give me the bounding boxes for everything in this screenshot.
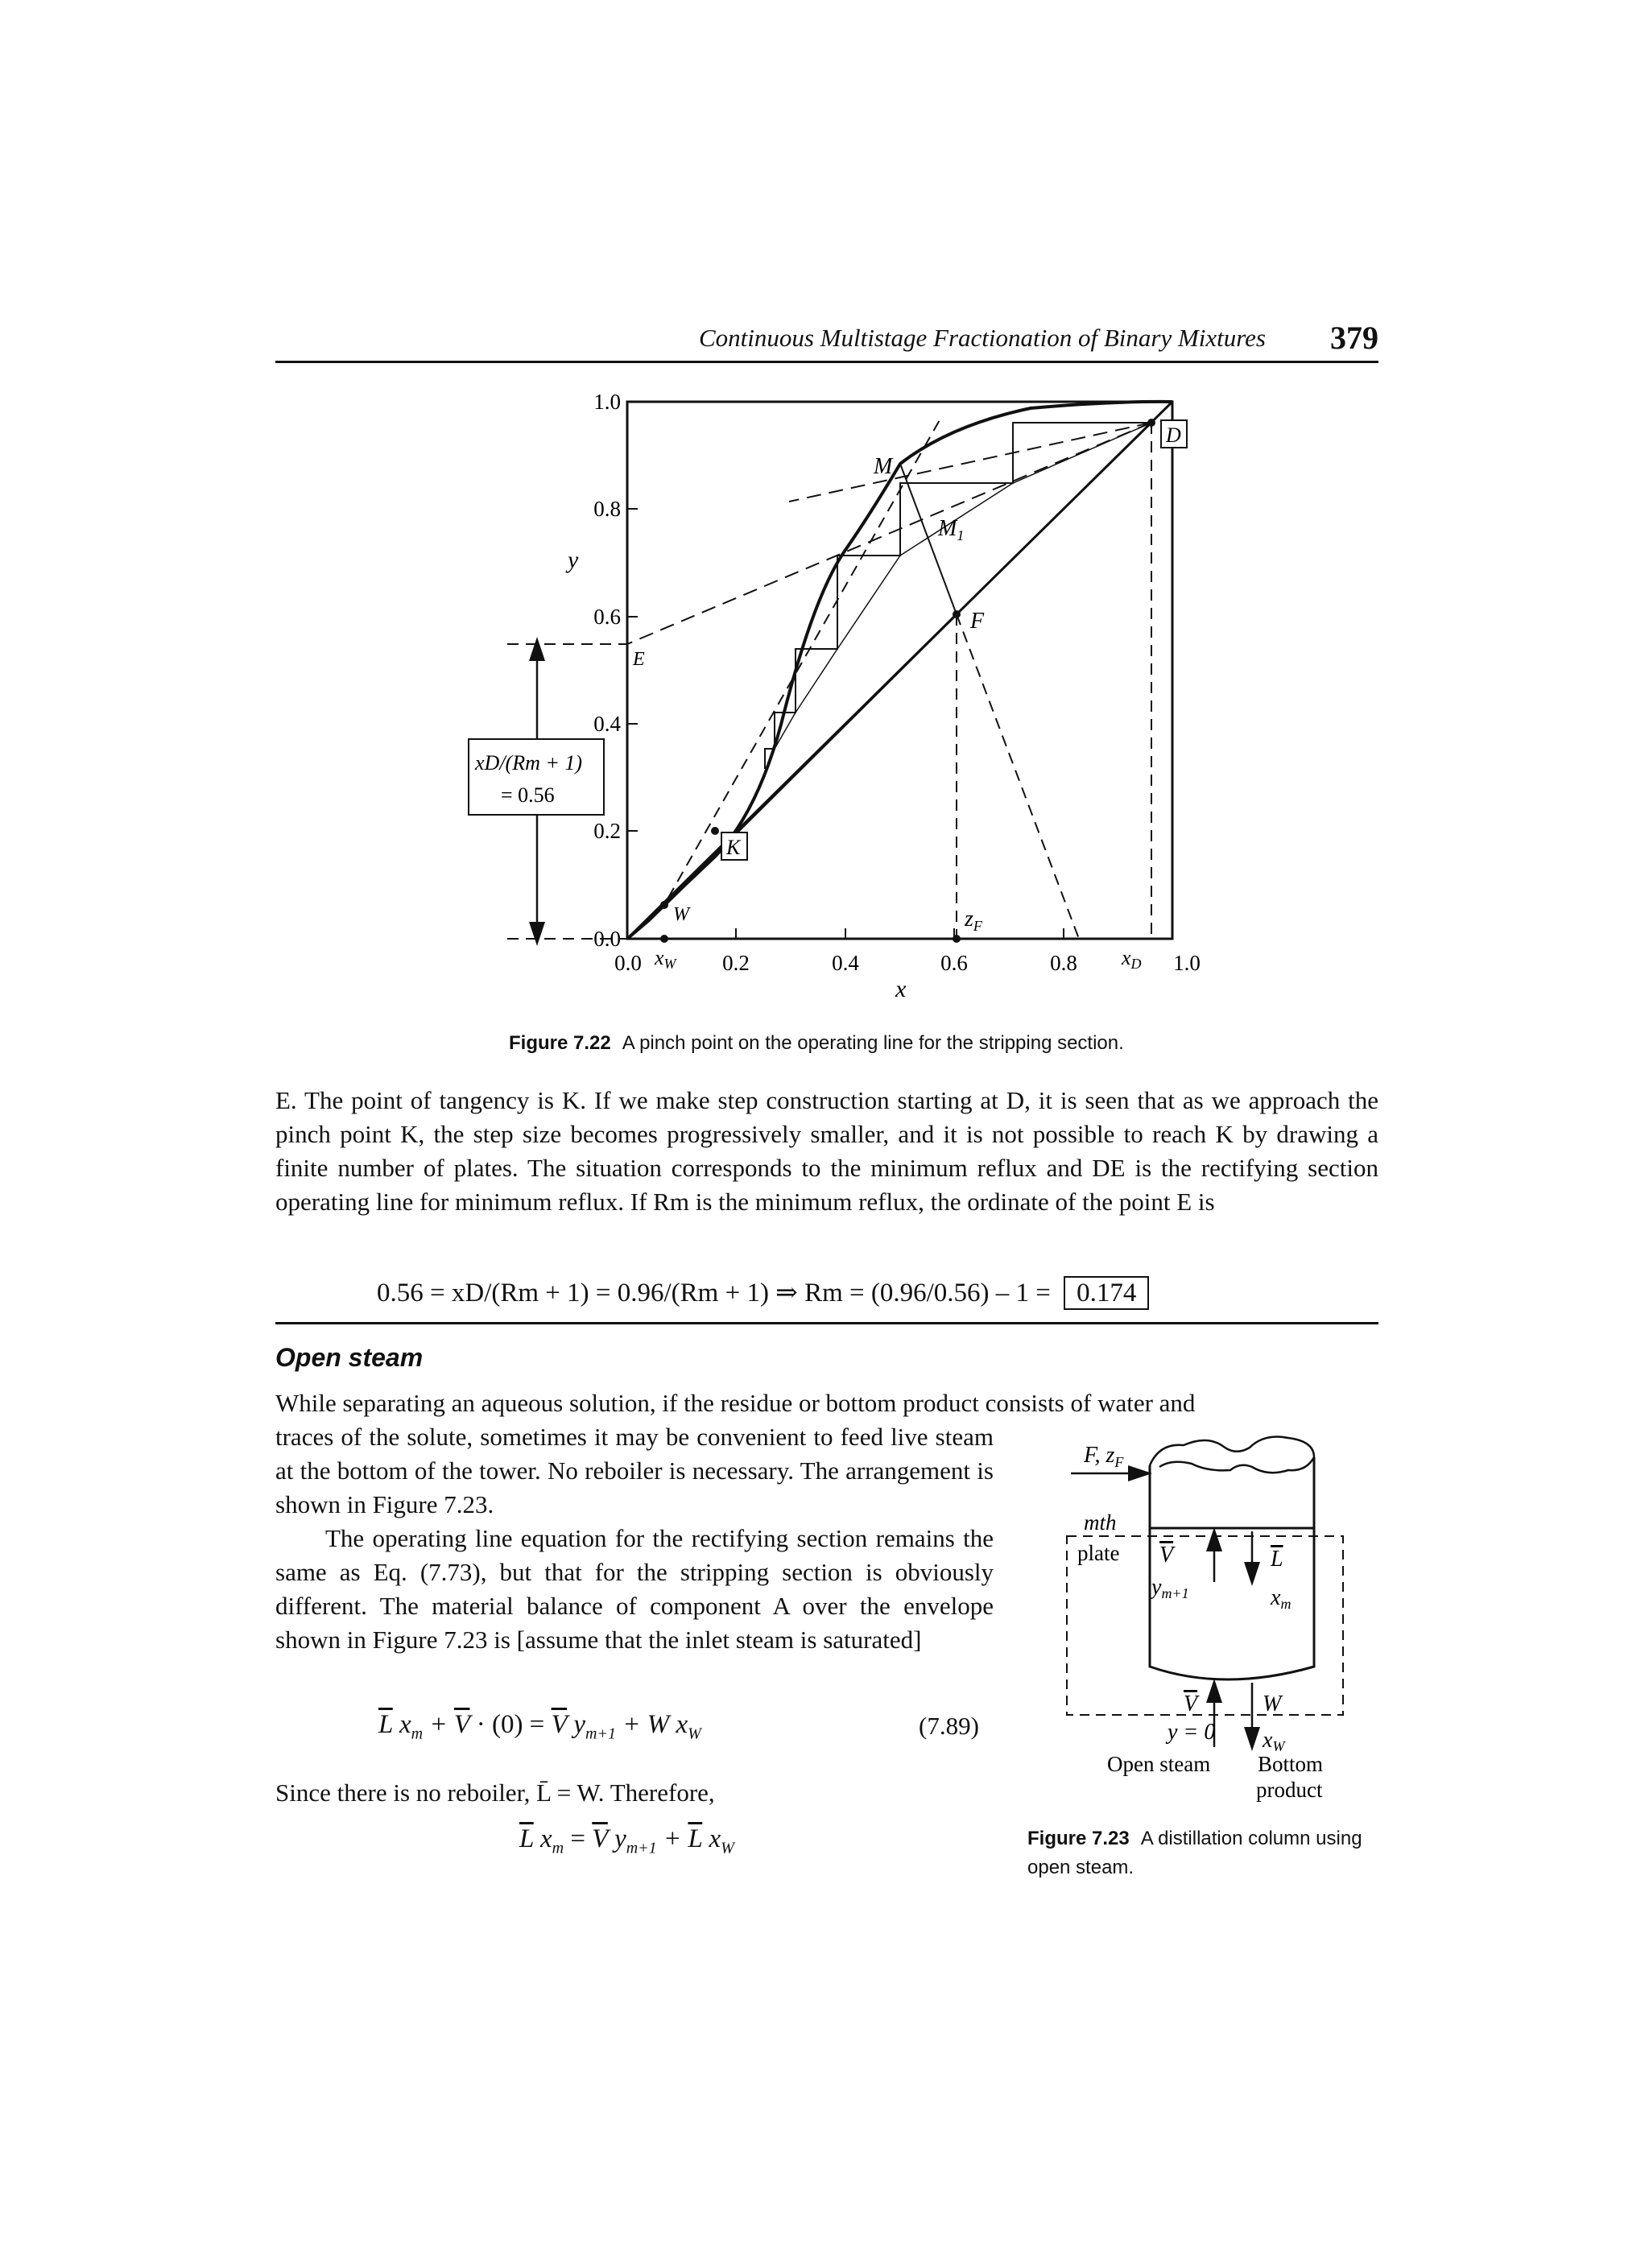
y-tick: 0.6 bbox=[593, 605, 621, 629]
point-xw bbox=[660, 935, 668, 943]
annotation-line-1: xD/(Rm + 1) bbox=[475, 751, 583, 775]
point-zf bbox=[953, 935, 961, 943]
label-w: W bbox=[673, 904, 689, 925]
x-tick: 0.2 bbox=[722, 951, 750, 975]
dm-line bbox=[789, 423, 1151, 502]
paragraph-1: E. The point of tangency is K. If we make step construction starting at D, it is seen that as we approach the pinch point K, the step size becomes progressively smaller, and it is not possible to reach K by drawing a finite number of plates. The situation corresponds to the minimum reflux and DE is the rectifying section operating line for minimum reflux. If Rm is the minimum reflux, the ordinate of the point E is bbox=[275, 1086, 1378, 1216]
label-zf: $z_F$ bbox=[965, 907, 982, 934]
x-tick: 0.4 bbox=[832, 951, 859, 975]
point-k bbox=[711, 827, 719, 835]
label-f: F bbox=[970, 609, 985, 634]
open-steam-label: Open steam bbox=[1107, 1752, 1211, 1776]
section-heading: Open steam bbox=[275, 1343, 424, 1372]
label-m1: $M_1$ bbox=[938, 516, 965, 543]
w-label: W bbox=[1263, 1692, 1282, 1716]
paragraph-3: The operating line equation for the rectifying section remains the same as Eq. (7.73), but that for the stripping section is obviously different. The material balance of component A over the envelope shown in Figure 7.23 is [assume that the inlet steam is saturated] bbox=[275, 1524, 994, 1654]
xw-tick: xW bbox=[655, 946, 676, 972]
caption-text: A pinch point on the operating line for the stripping section. bbox=[622, 1032, 1124, 1054]
caption-label: Figure 7.23 bbox=[1027, 1828, 1130, 1849]
paragraph-2-first-line: While separating an aqueous solution, if the residue or bottom product consists of water and bbox=[275, 1389, 1196, 1417]
point-d bbox=[1147, 419, 1155, 427]
figure-7-23-diagram bbox=[1047, 1421, 1385, 1807]
running-header bbox=[275, 319, 1378, 363]
column-body bbox=[1150, 1457, 1314, 1679]
y-tick: 0.2 bbox=[593, 819, 621, 843]
label-e: E bbox=[633, 649, 645, 670]
label-k: K bbox=[726, 836, 741, 859]
page-number: 379 bbox=[1330, 320, 1378, 356]
v-steam-label: V bbox=[1184, 1692, 1198, 1716]
point-w bbox=[660, 901, 668, 909]
y-tick: 0.4 bbox=[593, 712, 621, 736]
step-diagonals bbox=[775, 423, 1151, 749]
mth-label: mth bbox=[1084, 1510, 1117, 1535]
x-tick: 0.6 bbox=[940, 951, 968, 975]
x-tick: 0.0 bbox=[614, 951, 642, 975]
y-tick: 0.8 bbox=[593, 497, 621, 521]
equation-7-89: $\overline{L}$ $x_m + \overline{V} \cdot (0) = \overline{V}$ $y_{m+1} + W$ $x_W$ bbox=[378, 1710, 701, 1743]
boxed-equation bbox=[377, 1276, 1149, 1308]
section-divider bbox=[275, 1322, 1378, 1324]
xw-label: xW bbox=[1263, 1728, 1285, 1754]
point-f bbox=[953, 610, 961, 618]
stripping-operating-line bbox=[664, 614, 957, 905]
label-d: D bbox=[1166, 423, 1181, 447]
caption-text: A distillation column using open steam. bbox=[1027, 1828, 1362, 1878]
y-axis-label: y bbox=[568, 547, 579, 573]
plate-label: plate bbox=[1077, 1541, 1120, 1565]
bottom-product-label-1: Bottom bbox=[1258, 1752, 1324, 1776]
label-m: M bbox=[874, 454, 893, 479]
bottom-product-label-2: product bbox=[1256, 1778, 1323, 1802]
l-label: L bbox=[1271, 1547, 1283, 1572]
figure-7-22-diagram bbox=[435, 378, 1256, 998]
rectifying-operating-line bbox=[957, 423, 1151, 614]
equation-result: 0.174 bbox=[1064, 1276, 1149, 1310]
paragraph-2: traces of the solute, sometimes it may be convenient to feed live steam at the bottom of the tower. No reboiler is necessary. The arrangement is shown in Figure 7.23. bbox=[275, 1423, 994, 1518]
y-tick: 1.0 bbox=[593, 390, 621, 414]
x-axis-label: x bbox=[895, 976, 907, 998]
figure-7-22-caption bbox=[509, 1032, 1124, 1055]
ym1-label: ym+1 bbox=[1151, 1575, 1189, 1601]
annotation-line-2: = 0.56 bbox=[501, 783, 555, 807]
caption-label: Figure 7.22 bbox=[509, 1032, 611, 1054]
equation-final: $\overline{L}$ $x_m = \overline{V}$ $y_{m+1} + \overline{L}$ $x_W$ bbox=[519, 1824, 734, 1857]
equation-text: 0.56 = xD/(Rm + 1) = 0.96/(Rm + 1) ⇒ Rm = (0.96/0.56) – 1 = bbox=[377, 1279, 1051, 1308]
q-line-dashed bbox=[957, 614, 1079, 939]
y0-label: y = 0 bbox=[1168, 1720, 1216, 1745]
x-tick: 0.8 bbox=[1050, 951, 1077, 975]
paragraph-4: Since there is no reboiler, L̄ = W. Therefore, bbox=[275, 1778, 715, 1807]
column-top-break bbox=[1150, 1437, 1314, 1473]
xd-tick: xD bbox=[1122, 946, 1142, 972]
equation-number: (7.89) bbox=[919, 1712, 979, 1740]
running-title: Continuous Multistage Fractionation of Binary Mixtures bbox=[698, 324, 1266, 352]
figure-7-23-caption bbox=[1027, 1824, 1382, 1882]
y-tick: 0.0 bbox=[593, 927, 621, 951]
v-label: V bbox=[1159, 1543, 1174, 1568]
feed-label: F, $z_F$ bbox=[1084, 1443, 1124, 1470]
xm-label: xm bbox=[1271, 1585, 1292, 1612]
x-tick: 1.0 bbox=[1173, 951, 1201, 975]
